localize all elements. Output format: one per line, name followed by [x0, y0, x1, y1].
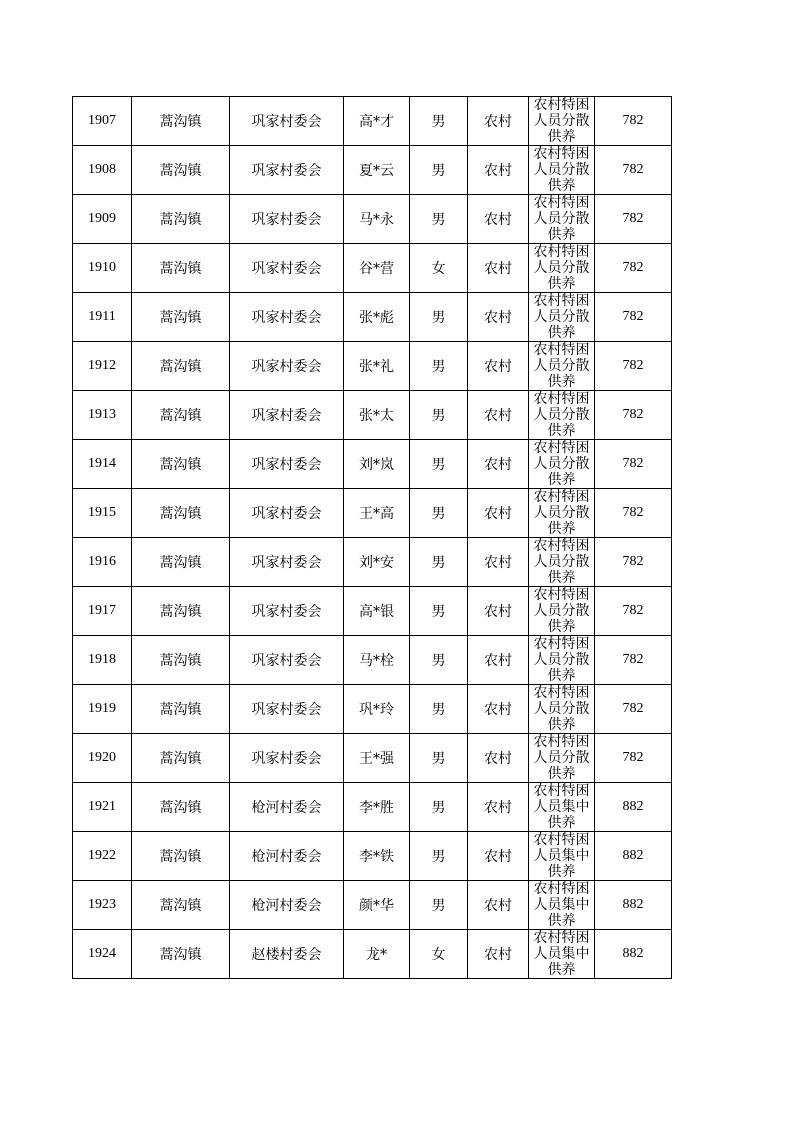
- table-row: [73, 832, 672, 881]
- category-text: 农村特困人员分散供养: [533, 342, 590, 390]
- cell-category: [529, 881, 595, 930]
- category-text: 农村特困人员分散供养: [533, 391, 590, 439]
- table-row: [73, 342, 672, 391]
- cell-village: 巩家村委会: [230, 685, 344, 734]
- cell-amount: 782: [595, 440, 672, 489]
- cell-amount: 782: [595, 293, 672, 342]
- category-text: 农村特困人员集中供养: [533, 930, 590, 978]
- cell-number: 1908: [73, 146, 132, 195]
- cell-category: [529, 734, 595, 783]
- table-row: [73, 440, 672, 489]
- cell-town: 蒿沟镇: [132, 195, 230, 244]
- cell-amount: 782: [595, 538, 672, 587]
- cell-area: 农村: [468, 881, 529, 930]
- cell-name: 张*礼: [344, 342, 410, 391]
- table-row: [73, 489, 672, 538]
- cell-gender: 女: [410, 244, 468, 293]
- category-text: 农村特困人员集中供养: [533, 881, 590, 929]
- cell-town: 蒿沟镇: [132, 538, 230, 587]
- cell-town: 蒿沟镇: [132, 685, 230, 734]
- cell-name: 李*胜: [344, 783, 410, 832]
- cell-village: 巩家村委会: [230, 293, 344, 342]
- cell-area: 农村: [468, 930, 529, 979]
- cell-area: 农村: [468, 146, 529, 195]
- cell-category: [529, 195, 595, 244]
- table-row: [73, 881, 672, 930]
- cell-category: [529, 146, 595, 195]
- cell-number: 1916: [73, 538, 132, 587]
- cell-name: 高*银: [344, 587, 410, 636]
- cell-category: [529, 293, 595, 342]
- cell-amount: 782: [595, 391, 672, 440]
- cell-village: 巩家村委会: [230, 195, 344, 244]
- table-row: [73, 538, 672, 587]
- cell-number: 1911: [73, 293, 132, 342]
- cell-amount: 782: [595, 146, 672, 195]
- cell-area: 农村: [468, 244, 529, 293]
- cell-village: 巩家村委会: [230, 342, 344, 391]
- cell-gender: 女: [410, 930, 468, 979]
- cell-area: 农村: [468, 783, 529, 832]
- cell-gender: 男: [410, 440, 468, 489]
- cell-amount: 782: [595, 685, 672, 734]
- cell-name: 颜*华: [344, 881, 410, 930]
- cell-gender: 男: [410, 146, 468, 195]
- cell-town: 蒿沟镇: [132, 391, 230, 440]
- cell-amount: 782: [595, 195, 672, 244]
- cell-category: [529, 489, 595, 538]
- cell-gender: 男: [410, 783, 468, 832]
- cell-name: 李*铁: [344, 832, 410, 881]
- cell-gender: 男: [410, 587, 468, 636]
- cell-village: 赵楼村委会: [230, 930, 344, 979]
- cell-town: 蒿沟镇: [132, 97, 230, 146]
- cell-gender: 男: [410, 685, 468, 734]
- category-text: 农村特困人员分散供养: [533, 293, 590, 341]
- cell-town: 蒿沟镇: [132, 146, 230, 195]
- cell-category: [529, 244, 595, 293]
- cell-area: 农村: [468, 734, 529, 783]
- cell-town: 蒿沟镇: [132, 342, 230, 391]
- cell-area: 农村: [468, 685, 529, 734]
- table-row: [73, 293, 672, 342]
- cell-name: 马*永: [344, 195, 410, 244]
- table-row: [73, 783, 672, 832]
- cell-category: [529, 930, 595, 979]
- cell-number: 1912: [73, 342, 132, 391]
- cell-village: 巩家村委会: [230, 587, 344, 636]
- cell-number: 1918: [73, 636, 132, 685]
- category-text: 农村特困人员分散供养: [533, 636, 590, 684]
- category-text: 农村特困人员分散供养: [533, 440, 590, 488]
- cell-name: 夏*云: [344, 146, 410, 195]
- cell-village: 巩家村委会: [230, 538, 344, 587]
- cell-category: [529, 342, 595, 391]
- cell-village: 巩家村委会: [230, 97, 344, 146]
- cell-village: 巩家村委会: [230, 440, 344, 489]
- cell-gender: 男: [410, 293, 468, 342]
- cell-number: 1914: [73, 440, 132, 489]
- cell-category: [529, 391, 595, 440]
- cell-number: 1921: [73, 783, 132, 832]
- table-row: [73, 195, 672, 244]
- cell-area: 农村: [468, 587, 529, 636]
- cell-category: [529, 97, 595, 146]
- cell-town: 蒿沟镇: [132, 489, 230, 538]
- cell-gender: 男: [410, 538, 468, 587]
- cell-amount: 782: [595, 734, 672, 783]
- cell-number: 1919: [73, 685, 132, 734]
- cell-category: [529, 783, 595, 832]
- cell-gender: 男: [410, 342, 468, 391]
- cell-town: 蒿沟镇: [132, 587, 230, 636]
- cell-amount: 882: [595, 783, 672, 832]
- cell-area: 农村: [468, 97, 529, 146]
- cell-amount: 882: [595, 930, 672, 979]
- cell-gender: 男: [410, 832, 468, 881]
- table-row: [73, 97, 672, 146]
- cell-town: 蒿沟镇: [132, 734, 230, 783]
- cell-amount: 782: [595, 244, 672, 293]
- cell-village: 巩家村委会: [230, 489, 344, 538]
- cell-name: 张*太: [344, 391, 410, 440]
- cell-area: 农村: [468, 293, 529, 342]
- cell-number: 1909: [73, 195, 132, 244]
- cell-amount: 782: [595, 489, 672, 538]
- table-row: [73, 587, 672, 636]
- cell-name: 马*栓: [344, 636, 410, 685]
- cell-amount: 782: [595, 636, 672, 685]
- cell-gender: 男: [410, 195, 468, 244]
- cell-name: 王*高: [344, 489, 410, 538]
- cell-name: 王*强: [344, 734, 410, 783]
- category-text: 农村特困人员集中供养: [533, 783, 590, 831]
- cell-category: [529, 685, 595, 734]
- category-text: 农村特困人员分散供养: [533, 146, 590, 194]
- cell-village: 巩家村委会: [230, 146, 344, 195]
- cell-category: [529, 440, 595, 489]
- table-row: [73, 244, 672, 293]
- category-text: 农村特困人员分散供养: [533, 685, 590, 733]
- cell-name: 张*彪: [344, 293, 410, 342]
- cell-number: 1923: [73, 881, 132, 930]
- cell-name: 刘*安: [344, 538, 410, 587]
- cell-amount: 782: [595, 587, 672, 636]
- beneficiary-table: [72, 96, 672, 979]
- cell-area: 农村: [468, 342, 529, 391]
- table-body: [73, 97, 672, 979]
- cell-name: 刘*岚: [344, 440, 410, 489]
- cell-village: 巩家村委会: [230, 244, 344, 293]
- cell-number: 1924: [73, 930, 132, 979]
- table-row: [73, 734, 672, 783]
- cell-category: [529, 832, 595, 881]
- cell-name: 龙*: [344, 930, 410, 979]
- cell-area: 农村: [468, 440, 529, 489]
- cell-number: 1917: [73, 587, 132, 636]
- cell-name: 谷*营: [344, 244, 410, 293]
- cell-area: 农村: [468, 195, 529, 244]
- cell-village: 巩家村委会: [230, 391, 344, 440]
- cell-village: 巩家村委会: [230, 734, 344, 783]
- cell-number: 1915: [73, 489, 132, 538]
- table-row: [73, 391, 672, 440]
- cell-number: 1913: [73, 391, 132, 440]
- cell-amount: 882: [595, 832, 672, 881]
- cell-category: [529, 538, 595, 587]
- cell-gender: 男: [410, 636, 468, 685]
- cell-village: 枪河村委会: [230, 783, 344, 832]
- cell-town: 蒿沟镇: [132, 783, 230, 832]
- cell-area: 农村: [468, 538, 529, 587]
- cell-village: 枪河村委会: [230, 832, 344, 881]
- table-row: [73, 146, 672, 195]
- cell-category: [529, 636, 595, 685]
- cell-name: 高*才: [344, 97, 410, 146]
- cell-town: 蒿沟镇: [132, 930, 230, 979]
- cell-town: 蒿沟镇: [132, 293, 230, 342]
- cell-area: 农村: [468, 832, 529, 881]
- category-text: 农村特困人员分散供养: [533, 587, 590, 635]
- table-row: [73, 636, 672, 685]
- category-text: 农村特困人员分散供养: [533, 244, 590, 292]
- cell-number: 1910: [73, 244, 132, 293]
- cell-name: 巩*玲: [344, 685, 410, 734]
- cell-amount: 782: [595, 97, 672, 146]
- cell-gender: 男: [410, 97, 468, 146]
- cell-town: 蒿沟镇: [132, 244, 230, 293]
- category-text: 农村特困人员分散供养: [533, 97, 590, 145]
- cell-number: 1920: [73, 734, 132, 783]
- cell-category: [529, 587, 595, 636]
- category-text: 农村特困人员分散供养: [533, 195, 590, 243]
- cell-amount: 782: [595, 342, 672, 391]
- cell-town: 蒿沟镇: [132, 440, 230, 489]
- category-text: 农村特困人员分散供养: [533, 489, 590, 537]
- table-row: [73, 685, 672, 734]
- cell-amount: 882: [595, 881, 672, 930]
- cell-town: 蒿沟镇: [132, 881, 230, 930]
- cell-number: 1907: [73, 97, 132, 146]
- cell-number: 1922: [73, 832, 132, 881]
- cell-gender: 男: [410, 391, 468, 440]
- cell-gender: 男: [410, 489, 468, 538]
- cell-gender: 男: [410, 734, 468, 783]
- cell-town: 蒿沟镇: [132, 832, 230, 881]
- cell-gender: 男: [410, 881, 468, 930]
- cell-town: 蒿沟镇: [132, 636, 230, 685]
- category-text: 农村特困人员分散供养: [533, 734, 590, 782]
- table-row: [73, 930, 672, 979]
- cell-area: 农村: [468, 489, 529, 538]
- cell-area: 农村: [468, 391, 529, 440]
- cell-area: 农村: [468, 636, 529, 685]
- category-text: 农村特困人员分散供养: [533, 538, 590, 586]
- cell-village: 枪河村委会: [230, 881, 344, 930]
- category-text: 农村特困人员集中供养: [533, 832, 590, 880]
- cell-village: 巩家村委会: [230, 636, 344, 685]
